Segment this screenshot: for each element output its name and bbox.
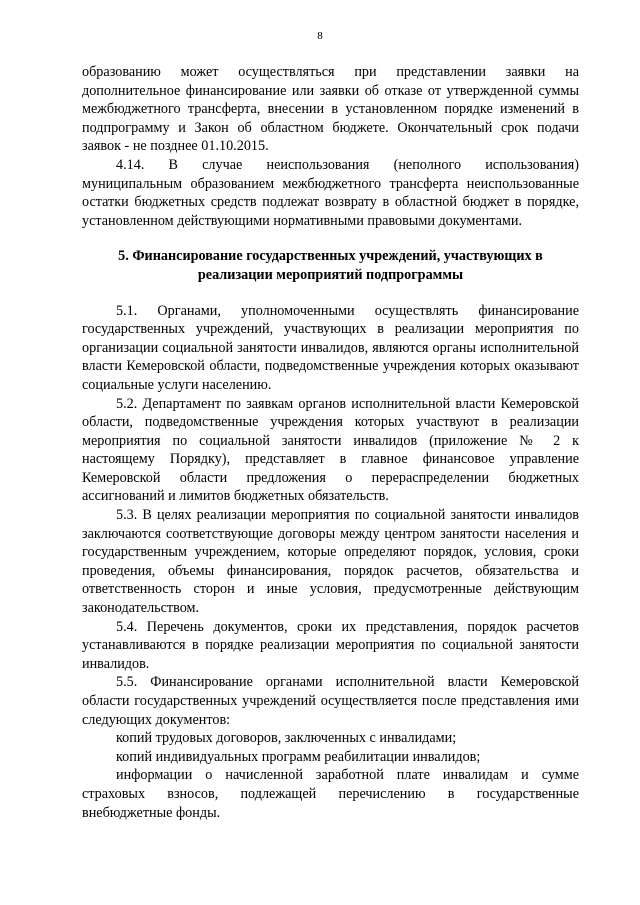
section-heading: 5. Финансирование государственных учреждений, участвующих в реализации мероприятий подпрограммы	[118, 248, 543, 283]
page-number: 8	[317, 30, 323, 42]
paragraph-5-2: 5.2. Департамент по заявкам органов исполнительной власти Кемеровской области, подведомственные учреждения которых участвуют в реализации мероприятия по социальной занятости инвалидов (приложение № 2 к настоящему Порядку), представляет в главное финансовое управление Кемеровской области предложения о перераспределении бюджетных ассигнований и лимитов бюджетных обязательств.	[82, 395, 579, 505]
paragraph-4-14: 4.14. В случае неиспользования (неполного использования) муниципальным образованием межбюджетного трансферта неиспользованные остатки бюджетных средств подлежат возврату в областной бюджет в порядке, установленном действующими нормативными правовыми документами.	[82, 156, 579, 229]
document-body	[82, 63, 579, 822]
paragraph-5-5: 5.5. Финансирование органами исполнительной власти Кемеровской области государственных учреждений осуществляется после представления ими следующих документов:	[82, 674, 579, 728]
paragraph-5-3: 5.3. В целях реализации мероприятия по социальной занятости инвалидов заключаются соответствующие договоры между центром занятости населения и государственным учреждением, которые определяют порядок, условия, сроки проведения, объемы финансирования, порядок расчетов, обязательства и ответственность сторон и иные условия, предусмотренные действующим законодательством.	[82, 507, 579, 617]
paragraph-continuation: образованию может осуществляться при представлении заявки на дополнительное финансирование или заявки об отказе от утвержденной суммы межбюджетного трансферта, внесении в установленном порядке изменений в подпрограмму и Закон об областном бюджете. Окончательный срок подачи заявок - не позднее 01.10.2015.	[82, 64, 579, 155]
list-item: информации о начисленной заработной плате инвалидам и сумме страховых взносов, подлежащей перечислению в государственные внебюджетные фонды.	[82, 767, 579, 821]
paragraph-5-4: 5.4. Перечень документов, сроки их представления, порядок расчетов устанавливаются в порядке реализации мероприятия по социальной занятости инвалидов.	[82, 618, 579, 672]
paragraph-5-1: 5.1. Органами, уполномоченными осуществлять финансирование государственных учреждений, участвующих в реализации мероприятия по организации социальной занятости инвалидов, являются органы исполнительной власти Кемеровской области, подведомственные учреждения которых оказывают социальные услуги населению.	[82, 302, 579, 393]
list-item: копий трудовых договоров, заключенных с инвалидами;	[116, 730, 457, 747]
list-item: копий индивидуальных программ реабилитации инвалидов;	[116, 748, 481, 765]
